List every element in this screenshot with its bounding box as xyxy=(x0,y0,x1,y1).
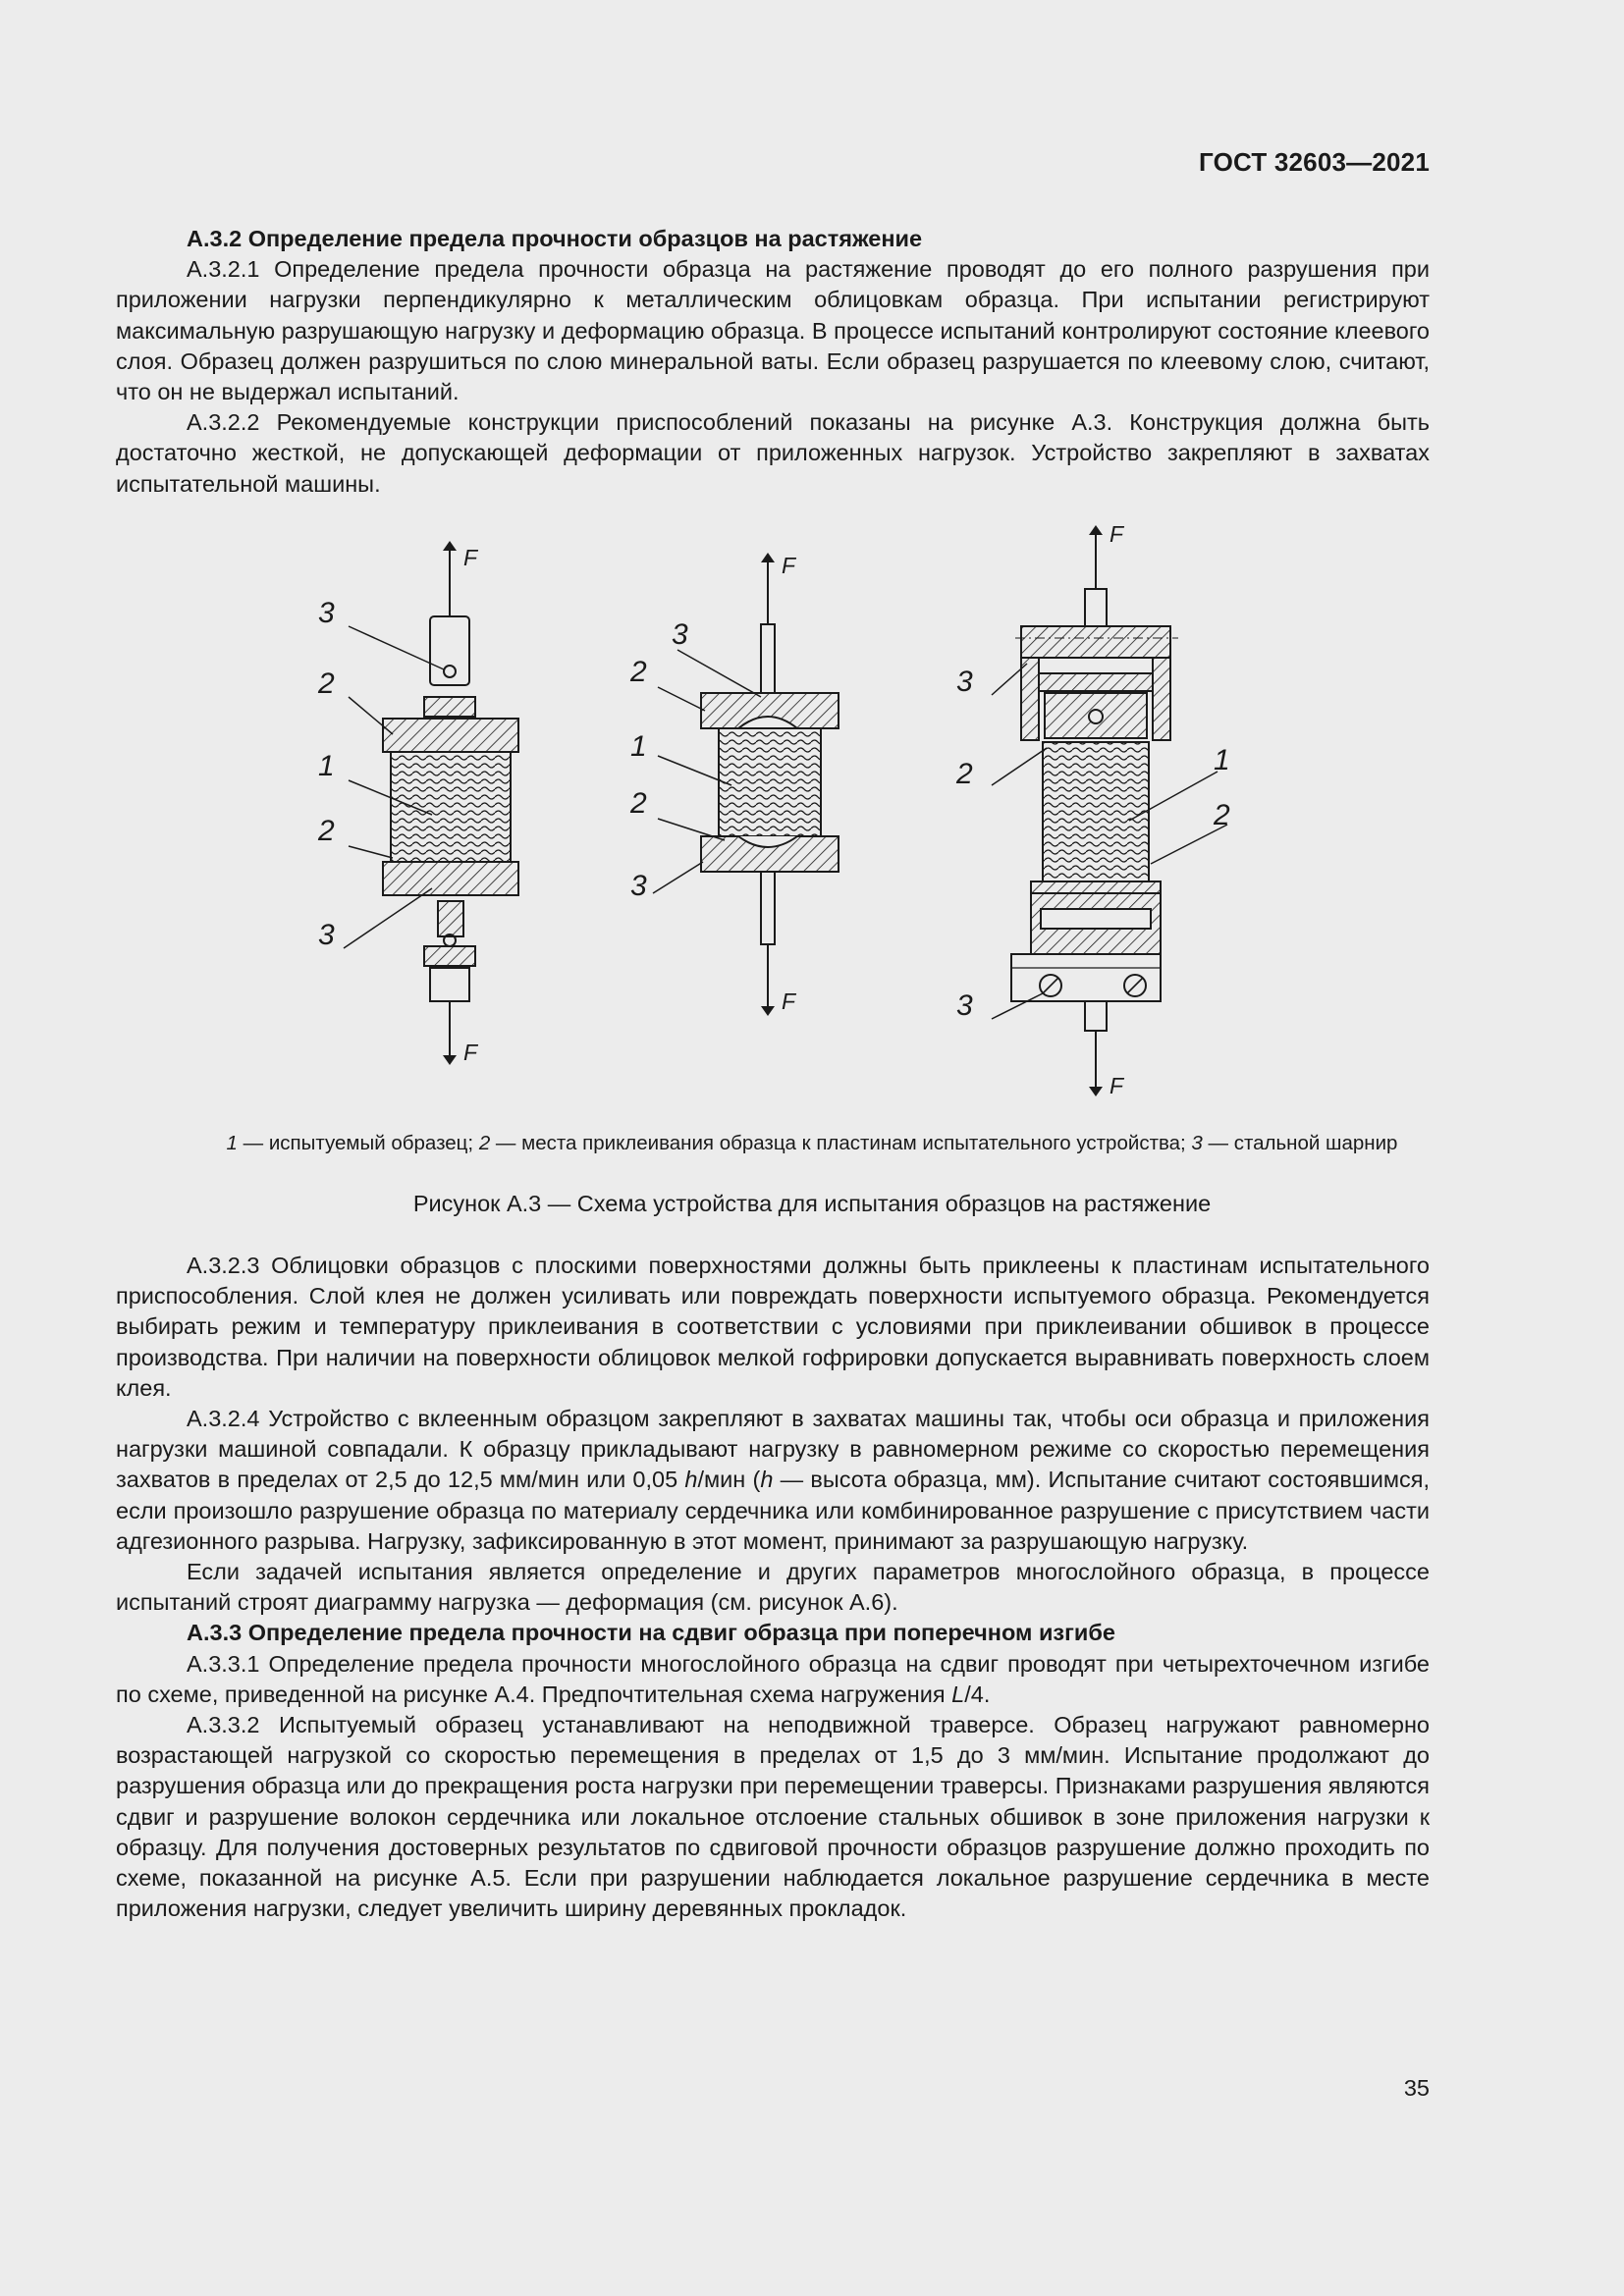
section-a32 xyxy=(116,224,1430,500)
paragraph-a3-3-1 xyxy=(116,1649,1430,1710)
section-heading-a33: А.3.3 Определение предела прочности на сдвиг образца при поперечном изгибе xyxy=(187,1620,1115,1646)
paragraph-a3-2-3: А.3.2.3 Облицовки образцов с плоскими поверхностями должны быть приклеены к пластинам испытательного приспособления. Слой клея не должен усиливать или повреждать поверхности испытуемого образца. Рекомендуется выбирать режим и температуру приклеивания в соответствии с условиями при приклеивании обшивок в процессе производства. При наличии на поверхности облицовок мелкой гофрировки допускается выравнивать поверхность слоем клея. xyxy=(116,1253,1430,1401)
p6-l: L xyxy=(951,1681,965,1707)
label-3: 3 xyxy=(672,618,688,651)
label-1: 1 xyxy=(1214,744,1230,776)
label-2: 2 xyxy=(1214,799,1230,831)
page-number: 35 xyxy=(1403,2075,1430,2101)
legend-text-1: — испытуемый образец; xyxy=(237,1132,479,1154)
force-label: F xyxy=(463,1040,478,1065)
force-label: F xyxy=(782,988,796,1014)
force-label: F xyxy=(1110,1073,1124,1098)
p4-h-1: h xyxy=(684,1467,698,1493)
p4-part-a: А.3.2.4 Устройство с вклеенным образцом закрепляют в захватах машины так, чтобы оси образца и приложения нагрузки машиной совпадали. К образцу прикладывают нагрузку в равномерном режиме со скоростью перемещения захватов в пределах от 2,5 до 12,5 мм/мин или 0,05 xyxy=(116,1406,1430,1493)
label-1: 1 xyxy=(318,750,335,782)
figure-a3 xyxy=(0,510,1624,1119)
label-2: 2 xyxy=(956,758,973,790)
label-2: 2 xyxy=(318,815,335,847)
p6-part-a: А.3.3.1 Определение предела прочности многослойного образца на сдвиг проводят при четырехточечном изгибе по схеме, приведенной на рисунке А.4. Предпочтительная схема нагружения xyxy=(116,1650,1430,1707)
paragraph-a3-2-1: А.3.2.1 Определение предела прочности образца на растяжение проводят до его полного разрушения при приложении нагрузки перпендикулярно к металлическим облицовкам образца. При испытании регистрируют максимальную разрушающую нагрузку и деформацию образца. В процессе испытаний контролируют состояние клеевого слоя. Образец должен разрушиться по слою минеральной ваты. Если образец разрушается по клеевому слою, считают, что он не выдержал испытаний. xyxy=(116,256,1430,405)
figure-drawing xyxy=(0,510,1624,1119)
label-2: 2 xyxy=(630,656,647,688)
device-left xyxy=(344,546,518,1060)
section-a32-continued xyxy=(116,1251,1430,1924)
section-heading: А.3.2 Определение предела прочности образцов на растяжение xyxy=(187,226,923,251)
label-3: 3 xyxy=(318,919,335,951)
paragraph-a3-3-2: А.3.3.2 Испытуемый образец устанавливают на неподвижной траверсе. Образец нагружают равномерно возрастающей нагрузкой со скоростью перемещения в пределах от 1,5 до 3 мм/мин. Испытание продолжают до разрушения образца или до прекращения роста нагрузки при перемещении траверсы. Признаками разрушения являются сдвиг и разрушение волокон сердечника или локальное отслоение стальных обшивок в зоне приложения нагрузки к образцу. Для получения достоверных результатов по сдвиговой прочности образцов разрушение должно проходить по схеме, показанной на рисунке А.5. Если при разрушении наблюдается локальное разрушение сердечника в месте приложения нагрузки, следует увеличить ширину деревянных прокладок. xyxy=(116,1712,1430,1922)
force-label: F xyxy=(463,545,478,570)
force-label: F xyxy=(782,553,796,578)
paragraph-diagram: Если задачей испытания является определение и других параметров многослойного образца, в процессе испытаний строят диаграмму нагрузка — деформация (см. рисунок А.6). xyxy=(116,1559,1430,1616)
label-2: 2 xyxy=(630,787,647,820)
figure-legend xyxy=(0,1132,1624,1155)
legend-key-2: 2 xyxy=(478,1132,491,1154)
p4-part-c: — высота образца, мм). Испытание считают состоявшимся, если произошло разрушение образца по материалу сердечника или комбинированное разрушение с присутствием части адгезионного разрыва. Нагрузку, зафиксированную в этот момент, принимают за разрушающую нагрузку. xyxy=(116,1467,1431,1554)
force-label: F xyxy=(1110,521,1124,547)
legend-text-2: — места приклеивания образца к пластинам испытательного устройства; xyxy=(490,1132,1192,1154)
label-1: 1 xyxy=(630,730,647,763)
p4-part-b: /мин ( xyxy=(697,1467,761,1493)
device-right xyxy=(992,530,1227,1092)
legend-key-1: 1 xyxy=(226,1132,238,1154)
label-3: 3 xyxy=(956,989,973,1022)
figure-caption: Рисунок А.3 — Схема устройства для испытания образцов на растяжение xyxy=(412,1191,1212,1216)
p4-h-2: h xyxy=(760,1467,774,1493)
legend-key-3: 3 xyxy=(1191,1132,1203,1154)
p6-part-b: /4. xyxy=(964,1681,991,1707)
legend-text-3: — стальной шарнир xyxy=(1202,1132,1398,1154)
label-3: 3 xyxy=(318,597,335,629)
paragraph-a3-2-4 xyxy=(116,1404,1430,1557)
label-3: 3 xyxy=(956,666,973,698)
label-3: 3 xyxy=(630,870,647,902)
label-2: 2 xyxy=(318,667,335,700)
paragraph-a3-2-2: А.3.2.2 Рекомендуемые конструкции приспособлений показаны на рисунке А.3. Конструкция должна быть достаточно жесткой, не допускающей деформации от приложенных нагрузок. Устройство закрепляют в захватах испытательной машины. xyxy=(116,409,1430,497)
document-number: ГОСТ 32603—2021 xyxy=(1199,147,1430,177)
